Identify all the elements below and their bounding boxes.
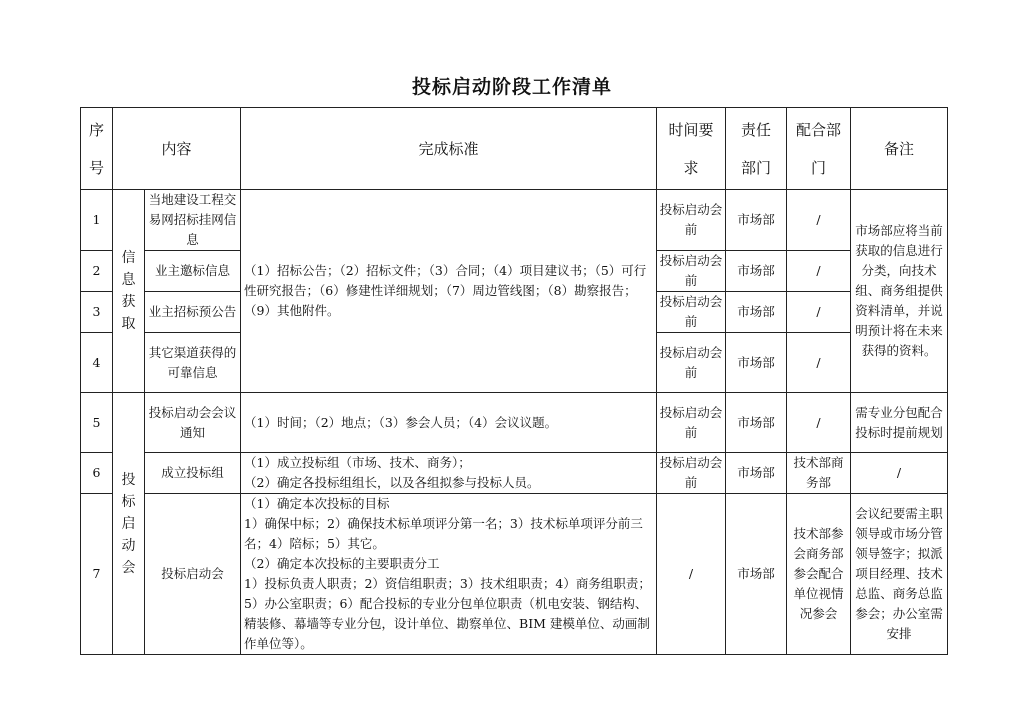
row-seq: 1: [81, 190, 113, 251]
row-coop: /: [787, 251, 851, 292]
row-standard: （1）时间；（2）地点；（3）参会人员；（4）会议议题。: [241, 393, 657, 453]
row-note: /: [851, 453, 948, 494]
row-note: 需专业分包配合投标时提前规划: [851, 393, 948, 453]
row-seq: 7: [81, 494, 113, 655]
row-dept: 市场部: [726, 190, 787, 251]
row-content: 当地建设工程交易网招标挂网信息: [145, 190, 241, 251]
group-kickoff: 投标启动会: [113, 393, 145, 655]
row-dept: 市场部: [726, 333, 787, 393]
row-content: 投标启动会: [145, 494, 241, 655]
header-dept: 责任 部门: [726, 108, 787, 190]
header-content: 内容: [113, 108, 241, 190]
group-info: 信息获取: [113, 190, 145, 393]
page-title: 投标启动阶段工作清单: [411, 76, 612, 98]
row-dept: 市场部: [726, 251, 787, 292]
row-time: 投标启动会前: [657, 251, 726, 292]
row-coop: /: [787, 292, 851, 333]
row-time: 投标启动会前: [657, 453, 726, 494]
info-standard: （1）招标公告；（2）招标文件；（3）合同；（4）项目建议书；（5）可行性研究报告；（6）修建性详细规划；（7）周边管线图；（8）勘察报告；（9）其他附件。: [241, 190, 657, 393]
row-content: 业主邀标信息: [145, 251, 241, 292]
row-coop: /: [787, 333, 851, 393]
table-row: [81, 494, 948, 655]
header-seq: 序 号: [81, 108, 113, 190]
row-dept: 市场部: [726, 292, 787, 333]
row-coop: 技术部参会商务部参会配合单位视情况参会: [787, 494, 851, 655]
info-note: 市场部应将当前获取的信息进行分类，向技术组、商务组提供资料清单，并说明预计将在未来获得的资料。: [851, 190, 948, 393]
row-coop: /: [787, 190, 851, 251]
table-row: [81, 453, 948, 494]
row-dept: 市场部: [726, 494, 787, 655]
row-standard: （1）确定本次投标的目标 1）确保中标；2）确保技术标单项评分第一名；3）技术标单项评分前三名；4）陪标；5）其它。 （2）确定本次投标的主要职责分工 1）投标负责人职责；2）资信组职责；3）技术组职责；4）商务组职责；5）办公室职责；6）配合投标的专业分包单位职责（机电安装、钢结构、精装修、幕墙等专业分包，设计单位、勘察单位、BIM 建模单位、动画制作单位等）。: [241, 494, 657, 655]
row-coop: 技术部商务部: [787, 453, 851, 494]
row-content: 投标启动会会议通知: [145, 393, 241, 453]
row-time: 投标启动会前: [657, 333, 726, 393]
row-coop: /: [787, 393, 851, 453]
row-content: 成立投标组: [145, 453, 241, 494]
row-standard: （1）成立投标组（市场、技术、商务）； （2）确定各投标组组长，以及各组拟参与投标人员。: [241, 453, 657, 494]
table-row: [81, 190, 948, 251]
row-content: 其它渠道获得的可靠信息: [145, 333, 241, 393]
row-time: 投标启动会前: [657, 292, 726, 333]
header-standard: 完成标准: [241, 108, 657, 190]
row-seq: 3: [81, 292, 113, 333]
row-time: /: [657, 494, 726, 655]
row-content: 业主招标预公告: [145, 292, 241, 333]
table-row: [81, 393, 948, 453]
header-note: 备注: [851, 108, 948, 190]
header-time: 时间要 求: [657, 108, 726, 190]
row-dept: 市场部: [726, 393, 787, 453]
row-note: 会议纪要需主职领导或市场分管领导签字；拟派项目经理、技术总监、商务总监参会；办公室需安排: [851, 494, 948, 655]
row-seq: 2: [81, 251, 113, 292]
header-coop: 配合部 门: [787, 108, 851, 190]
work-checklist-table: [80, 107, 948, 655]
row-dept: 市场部: [726, 453, 787, 494]
row-seq: 6: [81, 453, 113, 494]
row-time: 投标启动会前: [657, 393, 726, 453]
row-time: 投标启动会前: [657, 190, 726, 251]
row-seq: 5: [81, 393, 113, 453]
row-seq: 4: [81, 333, 113, 393]
header-row: [81, 108, 948, 190]
